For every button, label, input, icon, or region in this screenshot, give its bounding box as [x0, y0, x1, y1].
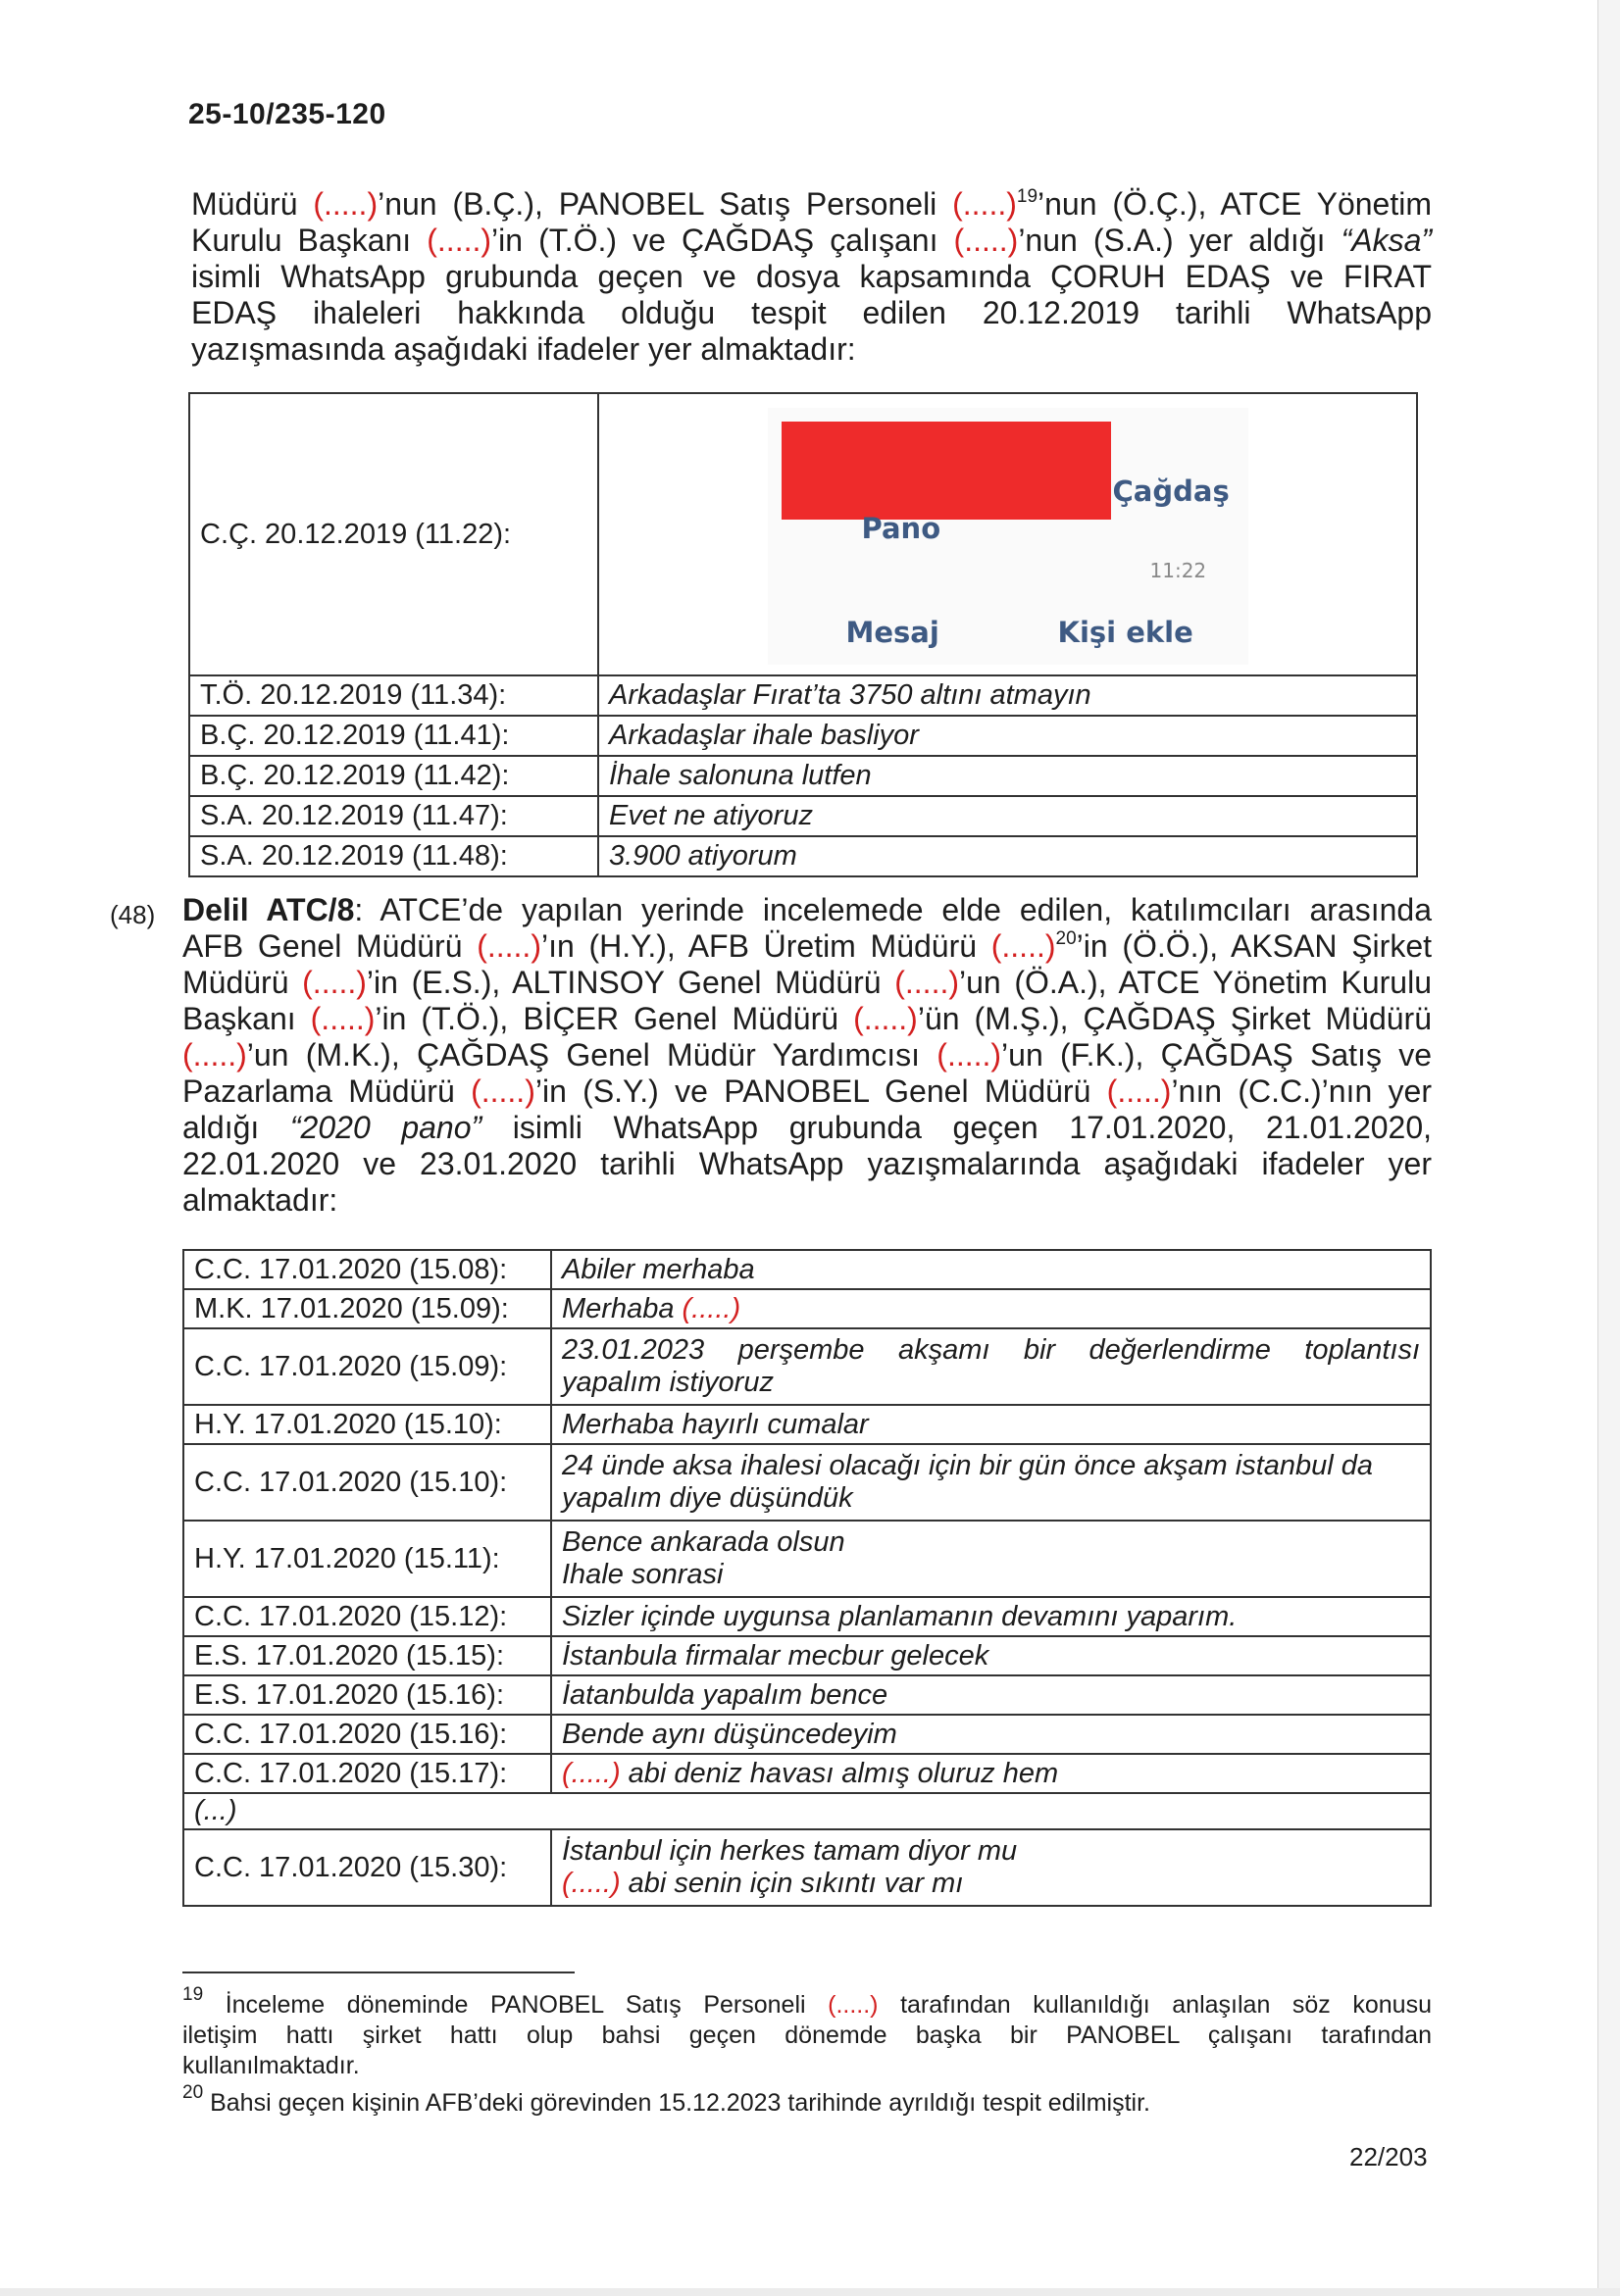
row-label: E.S. 17.01.2020 (15.15):: [183, 1636, 551, 1675]
redacted-name: (.....): [427, 223, 492, 258]
group-name: Pano: [861, 512, 941, 545]
table-row: [189, 836, 1417, 876]
row-label: C.Ç. 20.12.2019 (11.22):: [189, 393, 598, 675]
text-run: Delil ATC/8: [182, 892, 355, 927]
table-row: [183, 1715, 1431, 1754]
text-run: Başkanı: [182, 1001, 311, 1036]
message-text: İhale salonuna lutfen: [598, 756, 1417, 796]
row-label: C.C. 17.01.2020 (15.10):: [183, 1444, 551, 1521]
text-run: ’un (M.K.), ÇAĞDAŞ Genel Müdür Yardımcısı: [246, 1037, 937, 1073]
text-run: Müdürü: [191, 186, 314, 222]
table-row: [183, 1444, 1431, 1521]
redacted-name: (.....): [828, 1991, 879, 2019]
redacted-name: (.....): [937, 1037, 1002, 1073]
text-line: [182, 1110, 1432, 1146]
text-run: Bende aynı düşüncedeyim: [562, 1718, 897, 1750]
message-text: Arkadaşlar Fırat’ta 3750 altını atmayın: [598, 675, 1417, 716]
text-line: [182, 965, 1432, 1001]
text-run: Sizler içinde uygunsa planlamanın devamını yaparım.: [562, 1600, 1238, 1632]
message-line: [562, 1758, 1420, 1790]
redacted-name: (.....): [894, 965, 959, 1000]
text-run: isimli WhatsApp grubunda geçen 17.01.2020, 21.01.2020,: [481, 1110, 1433, 1145]
row-label: M.K. 17.01.2020 (15.09):: [183, 1289, 551, 1328]
text-run: İstanbul için herkes tamam diyor mu: [562, 1835, 1018, 1867]
redacted-name: (.....): [310, 1001, 376, 1036]
text-run: 23.01.2023 perşembe akşamı bir değerlendirme toplantısı: [562, 1334, 1420, 1366]
redaction-block: [782, 422, 1111, 520]
footnote-20: [182, 2082, 1432, 2119]
document-number: 25-10/235-120: [188, 98, 386, 130]
row-label: C.C. 17.01.2020 (15.30):: [183, 1829, 551, 1906]
text-run: Kurulu Başkanı: [191, 223, 428, 258]
text-line: [182, 1001, 1432, 1037]
text-run: Abiler merhaba: [562, 1253, 755, 1285]
text-line: [182, 1146, 1432, 1182]
footnote-ref: 19: [1016, 186, 1038, 207]
table-row: [183, 1289, 1431, 1328]
message-line: [562, 1601, 1420, 1633]
redacted-name: (.....): [1106, 1073, 1172, 1109]
row-label: C.C. 17.01.2020 (15.09):: [183, 1328, 551, 1405]
table-row: [189, 756, 1417, 796]
message-text: [551, 1636, 1431, 1675]
text-run: yapalım diye düşündük: [562, 1482, 853, 1514]
text-run: : ATCE’de yapılan yerinde incelemede elde edilen, katılımcıları arasında: [354, 892, 1433, 927]
text-run: ’nun (B.Ç.), PANOBEL Satış Personeli: [378, 186, 953, 222]
text-run: isimli WhatsApp grubunda geçen ve dosya kapsamında ÇORUH EDAŞ ve FIRAT: [191, 259, 1432, 294]
text-run: “2020 pano”: [289, 1110, 482, 1145]
text-run: iletişim hattı şirket hattı olup bahsi geçen dönemde başka bir PANOBEL çalışanı tarafından: [182, 2021, 1432, 2049]
text-line: [182, 892, 1432, 928]
footnote-separator: [182, 1972, 575, 1973]
message-line: [562, 1640, 1420, 1672]
text-line: [182, 2021, 1432, 2051]
message-text: [551, 1675, 1431, 1715]
message-text: [551, 1829, 1431, 1906]
paragraph-evidence: [182, 892, 1432, 1219]
text-line: [182, 1984, 1432, 2021]
table-row: [183, 1328, 1431, 1405]
table-row: [183, 1675, 1431, 1715]
text-line: [191, 223, 1432, 259]
text-run: Müdürü: [182, 965, 303, 1000]
row-label: C.C. 17.01.2020 (15.17):: [183, 1754, 551, 1793]
message-text: [551, 1521, 1431, 1597]
text-line: [182, 928, 1432, 965]
row-label: C.C. 17.01.2020 (15.08):: [183, 1250, 551, 1289]
row-label: S.A. 20.12.2019 (11.47):: [189, 796, 598, 836]
redacted-name: (.....): [302, 965, 367, 1000]
row-label: C.C. 17.01.2020 (15.16):: [183, 1715, 551, 1754]
table-row: [183, 1250, 1431, 1289]
row-label: H.Y. 17.01.2020 (15.11):: [183, 1521, 551, 1597]
message-text: [551, 1444, 1431, 1521]
message-line: [562, 1835, 1420, 1868]
table-row: [189, 796, 1417, 836]
text-run: aldığı: [182, 1110, 290, 1145]
text-run: ’un (F.K.), ÇAĞDAŞ Satış ve: [1001, 1037, 1433, 1073]
redacted-name: (.....): [562, 1868, 621, 1899]
table-aksa-messages: [188, 392, 1418, 877]
text-line: [182, 2082, 1432, 2119]
text-run: yapalım istiyoruz: [562, 1367, 774, 1398]
redacted-name: (.....): [990, 928, 1056, 964]
text-line: [182, 1182, 1432, 1219]
scan-edge-bottom: [0, 2288, 1620, 2296]
message-line: [562, 1409, 1420, 1441]
text-run: 24 ünde aksa ihalesi olacağı için bir gün önce akşam istanbul da: [562, 1450, 1374, 1481]
text-line: [182, 1073, 1432, 1110]
message-line: [562, 1254, 1420, 1286]
row-label: (...): [183, 1793, 1431, 1829]
text-run: ’un (Ö.A.), ATCE Yönetim Kurulu: [959, 965, 1432, 1000]
text-run: ’ın (H.Y.), AFB Üretim Müdürü: [540, 928, 991, 964]
message-text: [551, 1250, 1431, 1289]
paragraph-intro: [191, 186, 1432, 368]
contact-name: Çağdaş: [1112, 474, 1230, 508]
text-run: İstanbula firmalar mecbur gelecek: [562, 1639, 989, 1672]
text-run: İatanbulda yapalım bence: [562, 1678, 888, 1711]
text-line: [191, 186, 1432, 223]
text-line: [191, 295, 1432, 331]
message-line: [562, 1559, 1420, 1591]
message-line: [562, 1450, 1420, 1482]
table-row: [183, 1793, 1431, 1829]
message-line: [562, 1679, 1420, 1712]
paragraph-number: (48): [110, 900, 156, 929]
message-text: 3.900 atiyorum: [598, 836, 1417, 876]
redacted-name: (.....): [953, 223, 1019, 258]
row-label: T.Ö. 20.12.2019 (11.34):: [189, 675, 598, 716]
text-line: [182, 2051, 1432, 2081]
page-number: 22/203: [1349, 2142, 1428, 2171]
text-run: ’in (S.Y.) ve PANOBEL Genel Müdürü: [534, 1073, 1107, 1109]
redacted-name: (.....): [952, 186, 1017, 222]
redacted-name: (.....): [853, 1001, 918, 1036]
text-run: ’ün (M.Ş.), ÇAĞDAŞ Şirket Müdürü: [917, 1001, 1433, 1036]
redacted-name: (.....): [471, 1073, 535, 1109]
whatsapp-screenshot-cell: [598, 393, 1417, 675]
text-run: 22.01.2020 ve 23.01.2020 tarihli WhatsApp yazışmalarında aşağıdaki ifadeler yer: [182, 1146, 1432, 1181]
row-label: H.Y. 17.01.2020 (15.10):: [183, 1405, 551, 1444]
message-line: [562, 1367, 1420, 1399]
text-run: İnceleme döneminde PANOBEL Satış Personeli: [203, 1991, 829, 2019]
text-run: almaktadır:: [182, 1182, 338, 1218]
redacted-name: (.....): [682, 1292, 741, 1324]
table-row: [183, 1597, 1431, 1636]
message-time: 11:22: [1149, 559, 1207, 582]
table-row: [189, 716, 1417, 756]
table-row: [189, 393, 1417, 675]
row-label: S.A. 20.12.2019 (11.48):: [189, 836, 598, 876]
message-line: [562, 1526, 1420, 1559]
footnote-19: [182, 1984, 1432, 2081]
text-run: ’in (T.Ö.) ve ÇAĞDAŞ çalışanı: [491, 223, 954, 258]
footnote-ref: 20: [182, 2082, 204, 2103]
footnote-ref: 20: [1055, 928, 1077, 949]
text-run: EDAŞ ihaleleri hakkında olduğu tespit edilen 20.12.2019 tarihli WhatsApp: [191, 295, 1432, 330]
text-run: abi senin için sıkıntı var mı: [620, 1868, 964, 1899]
message-text: [551, 1597, 1431, 1636]
table-2020-pano-messages: [182, 1249, 1432, 1907]
text-run: AFB Genel Müdürü: [182, 928, 478, 964]
text-line: [191, 331, 1432, 368]
row-label: B.Ç. 20.12.2019 (11.41):: [189, 716, 598, 756]
text-run: Pazarlama Müdürü: [182, 1073, 472, 1109]
message-text: [551, 1754, 1431, 1793]
text-run: ’nın (C.C.)’nın yer: [1171, 1073, 1433, 1109]
text-run: Merhaba hayırlı cumalar: [562, 1408, 869, 1440]
text-run: “Aksa”: [1341, 223, 1433, 258]
message-text: [551, 1289, 1431, 1328]
text-line: [182, 1037, 1432, 1073]
text-run: ’nun (Ö.Ç.), ATCE Yönetim: [1038, 186, 1432, 222]
add-contact-button: Kişi ekle: [1057, 616, 1193, 649]
redacted-name: (.....): [477, 928, 541, 964]
text-run: tarafından kullanıldığı anlaşılan söz konusu: [878, 1991, 1432, 2019]
message-line: [562, 1293, 1420, 1325]
table-row: [183, 1405, 1431, 1444]
message-button: Mesaj: [845, 616, 939, 649]
table-row: [183, 1521, 1431, 1597]
scan-edge-right: [1597, 0, 1620, 2296]
message-text: [551, 1328, 1431, 1405]
redacted-name: (.....): [182, 1037, 247, 1073]
redacted-name: (.....): [562, 1757, 621, 1789]
table-row: [183, 1829, 1431, 1906]
row-label: B.Ç. 20.12.2019 (11.42):: [189, 756, 598, 796]
row-label: C.C. 17.01.2020 (15.12):: [183, 1597, 551, 1636]
text-run: yazışmasında aşağıdaki ifadeler yer almaktadır:: [191, 331, 856, 367]
table-row: [189, 675, 1417, 716]
text-run: ’nun (S.A.) yer aldığı: [1018, 223, 1342, 258]
row-label: E.S. 17.01.2020 (15.16):: [183, 1675, 551, 1715]
message-text: [551, 1405, 1431, 1444]
text-run: kullanılmaktadır.: [182, 2052, 360, 2079]
message-text: Evet ne atiyoruz: [598, 796, 1417, 836]
message-line: [562, 1868, 1420, 1900]
text-run: Bahsi geçen kişinin AFB’deki görevinden 15.12.2023 tarihinde ayrıldığı tespit edilmiştir.: [203, 2089, 1150, 2117]
message-line: [562, 1334, 1420, 1367]
redacted-name: (.....): [313, 186, 379, 222]
table-row: [183, 1754, 1431, 1793]
footnote-ref: 19: [182, 1984, 204, 2005]
message-line: [562, 1719, 1420, 1751]
text-run: ’in (Ö.Ö.), AKSAN Şirket: [1076, 928, 1433, 964]
text-line: [191, 259, 1432, 295]
message-text: Arkadaşlar ihale basliyor: [598, 716, 1417, 756]
table-row: [183, 1636, 1431, 1675]
text-run: Merhaba: [562, 1292, 683, 1324]
message-line: [562, 1482, 1420, 1515]
text-run: Bence ankarada olsun: [562, 1526, 845, 1558]
text-run: ’in (E.S.), ALTINSOY Genel Müdürü: [366, 965, 895, 1000]
text-run: ’in (T.Ö.), BİÇER Genel Müdürü: [375, 1001, 854, 1036]
text-run: abi deniz havası almış oluruz hem: [620, 1757, 1059, 1789]
message-text: [551, 1715, 1431, 1754]
whatsapp-contact-card: [768, 408, 1248, 665]
text-run: Ihale sonrasi: [562, 1559, 724, 1590]
